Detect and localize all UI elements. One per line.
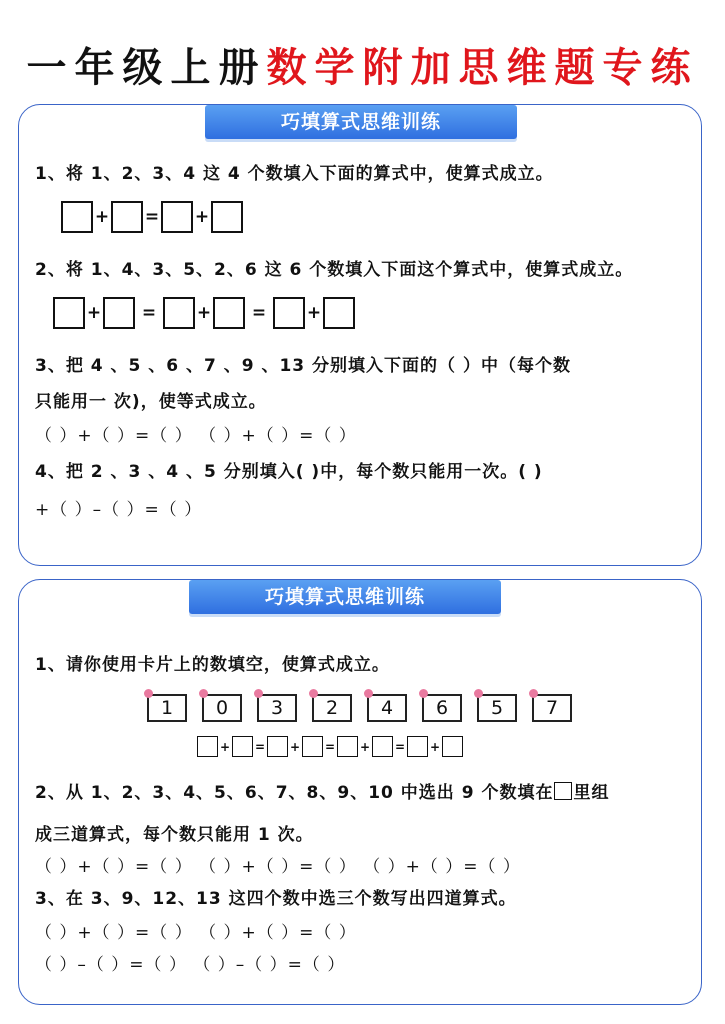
plus-sign: + (429, 739, 441, 754)
question-2-line-2: 成三道算式，每个数只能用 1 次。 (35, 825, 314, 845)
question-1-equation (197, 736, 463, 757)
question-3-line-2: 只能用一 次)，使等式成立。 (35, 392, 267, 412)
number-cards (147, 694, 587, 722)
question-4-line-1: 4、把 2 、3 、4 、5 分别填入( )中，每个数只能用一次。( ) (35, 462, 543, 482)
card-number: 2 (325, 697, 339, 719)
question-2-equation (53, 297, 355, 329)
plus-sign: + (196, 303, 212, 323)
pin-icon (529, 689, 538, 698)
card-number: 3 (270, 697, 284, 719)
pin-icon (419, 689, 428, 698)
number-card[interactable] (257, 694, 297, 722)
section-banner: 巧填算式思维训练 (189, 580, 501, 614)
square-box-icon (554, 782, 572, 800)
question-2-text-end: 里组 (573, 783, 610, 803)
card-number: 6 (435, 697, 449, 719)
title-topic: 数学附加思维题专练 (266, 44, 699, 91)
question-3-blanks-add: （ ）+（ ）=（ ） （ ）+（ ）=（ ） (35, 923, 357, 943)
answer-box[interactable] (442, 736, 463, 757)
answer-box[interactable] (372, 736, 393, 757)
answer-box[interactable] (103, 297, 135, 329)
card-number: 5 (490, 697, 504, 719)
question-3-line-1: 3、在 3、9、12、13 这四个数中选三个数写出四道算式。 (35, 889, 517, 909)
number-card[interactable] (367, 694, 407, 722)
question-3-line-1: 3、把 4 、5 、6 、7 、9 、13 分别填入下面的（ ）中（每个数 (35, 356, 571, 376)
equals-sign: = (324, 739, 336, 754)
question-2-text: 2、将 1、4、3、5、2、6 这 6 个数填入下面这个算式中，使算式成立。 (35, 260, 634, 280)
question-1-text: 1、请你使用卡片上的数填空，使算式成立。 (35, 655, 390, 675)
pin-icon (144, 689, 153, 698)
number-card[interactable] (202, 694, 242, 722)
section-banner: 巧填算式思维训练 (205, 105, 517, 139)
plus-sign: + (219, 739, 231, 754)
pin-icon (309, 689, 318, 698)
plus-sign: + (289, 739, 301, 754)
title-grade: 一年级上册 (26, 44, 267, 91)
question-3-blanks: （ ）+（ ）=（ ） （ ）+（ ）=（ ） (35, 426, 357, 446)
answer-box[interactable] (61, 201, 93, 233)
plus-sign: + (94, 207, 110, 227)
answer-box[interactable] (197, 736, 218, 757)
answer-box[interactable] (302, 736, 323, 757)
number-card[interactable] (312, 694, 352, 722)
question-2-line-1 (35, 778, 609, 803)
number-card[interactable] (477, 694, 517, 722)
answer-box[interactable] (111, 201, 143, 233)
question-4-line-2: +（ ）–（ ）=（ ） (35, 500, 203, 520)
question-1-equation (61, 201, 243, 233)
answer-box[interactable] (161, 201, 193, 233)
equals-sign: = (254, 739, 266, 754)
pin-icon (364, 689, 373, 698)
card-number: 1 (160, 697, 174, 719)
plus-sign: + (306, 303, 322, 323)
card-number: 0 (215, 697, 229, 719)
answer-box[interactable] (163, 297, 195, 329)
number-card[interactable] (147, 694, 187, 722)
answer-box[interactable] (323, 297, 355, 329)
pin-icon (199, 689, 208, 698)
question-3-blanks-subtract: （ ）–（ ）=（ ） （ ）–（ ）=（ ） (35, 955, 346, 975)
question-2-text: 2、从 1、2、3、4、5、6、7、8、9、10 中选出 9 个数填在 (35, 783, 554, 803)
number-card[interactable] (422, 694, 462, 722)
card-number: 7 (545, 697, 559, 719)
answer-box[interactable] (232, 736, 253, 757)
plus-sign: + (359, 739, 371, 754)
answer-box[interactable] (267, 736, 288, 757)
pin-icon (254, 689, 263, 698)
question-2-blanks: （ ）+（ ）=（ ） （ ）+（ ）=（ ） （ ）+（ ）=（ ） (35, 857, 521, 877)
pin-icon (474, 689, 483, 698)
exercise-panel-2 (18, 579, 702, 1005)
page-title (0, 36, 725, 93)
plus-sign: + (86, 303, 102, 323)
equals-sign: = (141, 303, 157, 323)
card-number: 4 (380, 697, 394, 719)
answer-box[interactable] (53, 297, 85, 329)
answer-box[interactable] (407, 736, 428, 757)
answer-box[interactable] (213, 297, 245, 329)
question-1-text: 1、将 1、2、3、4 这 4 个数填入下面的算式中，使算式成立。 (35, 164, 554, 184)
equals-sign: = (144, 207, 160, 227)
plus-sign: + (194, 207, 210, 227)
number-card[interactable] (532, 694, 572, 722)
answer-box[interactable] (211, 201, 243, 233)
equals-sign: = (394, 739, 406, 754)
equals-sign: = (251, 303, 267, 323)
answer-box[interactable] (273, 297, 305, 329)
exercise-panel-1 (18, 104, 702, 566)
answer-box[interactable] (337, 736, 358, 757)
